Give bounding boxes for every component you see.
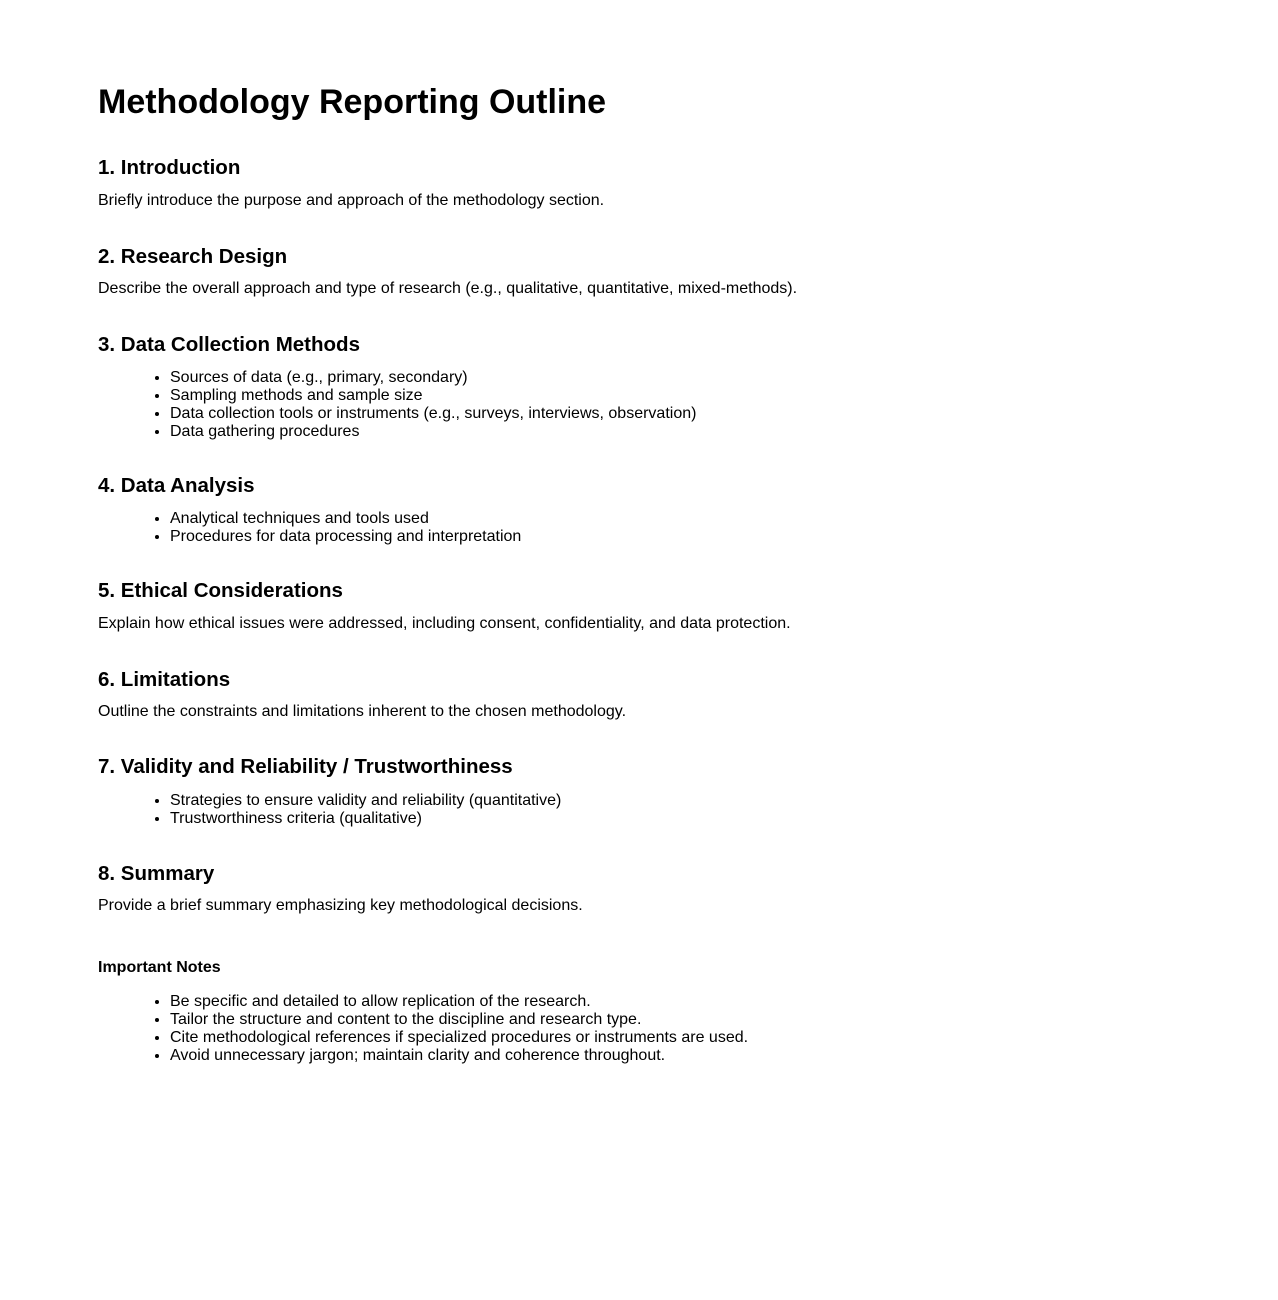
list-item: • Cite methodological references if specialized procedures or instruments are used.	[170, 1029, 1278, 1047]
list-item: • Avoid unnecessary jargon; maintain clarity and coherence throughout.	[170, 1047, 1278, 1065]
list-item: • Sampling methods and sample size	[170, 387, 1278, 405]
list-item: • Sources of data (e.g., primary, secondary)	[170, 369, 1278, 387]
section-heading-summary: 8. Summary	[98, 862, 215, 885]
data-collection-list	[98, 369, 1278, 441]
notes-heading: Important Notes	[98, 959, 221, 976]
section-text-summary: Provide a brief summary emphasizing key methodological decisions.	[98, 897, 583, 914]
section-text-ethical-considerations: Explain how ethical issues were addressed, including consent, confidentiality, and data protection.	[98, 615, 791, 632]
list-item: • Data gathering procedures	[170, 423, 1278, 441]
section-text-introduction: Briefly introduce the purpose and approach of the methodology section.	[98, 192, 605, 209]
list-item: • Trustworthiness criteria (qualitative)	[170, 810, 1278, 828]
section-heading-research-design: 2. Research Design	[98, 245, 288, 268]
section-heading-limitations: 6. Limitations	[98, 668, 231, 691]
data-analysis-list	[98, 510, 1278, 546]
notes-list	[98, 993, 1278, 1065]
list-item: • Be specific and detailed to allow replication of the research.	[170, 993, 1278, 1011]
list-item: • Procedures for data processing and interpretation	[170, 528, 1278, 546]
page-title: Methodology Reporting Outline	[98, 83, 607, 121]
list-item: • Data collection tools or instruments (e.g., surveys, interviews, observation)	[170, 405, 1278, 423]
section-heading-validity: 7. Validity and Reliability / Trustworthiness	[98, 755, 513, 778]
list-item: • Tailor the structure and content to the discipline and research type.	[170, 1011, 1278, 1029]
list-item: • Strategies to ensure validity and reliability (quantitative)	[170, 792, 1278, 810]
list-item: • Analytical techniques and tools used	[170, 510, 1278, 528]
section-text-limitations: Outline the constraints and limitations inherent to the chosen methodology.	[98, 703, 627, 720]
section-heading-data-analysis: 4. Data Analysis	[98, 474, 255, 497]
section-heading-introduction: 1. Introduction	[98, 156, 241, 179]
section-heading-ethical-considerations: 5. Ethical Considerations	[98, 579, 343, 602]
validity-list	[98, 792, 1278, 828]
section-text-research-design: Describe the overall approach and type of research (e.g., qualitative, quantitative, mixed-methods).	[98, 280, 798, 297]
section-heading-data-collection: 3. Data Collection Methods	[98, 333, 360, 356]
